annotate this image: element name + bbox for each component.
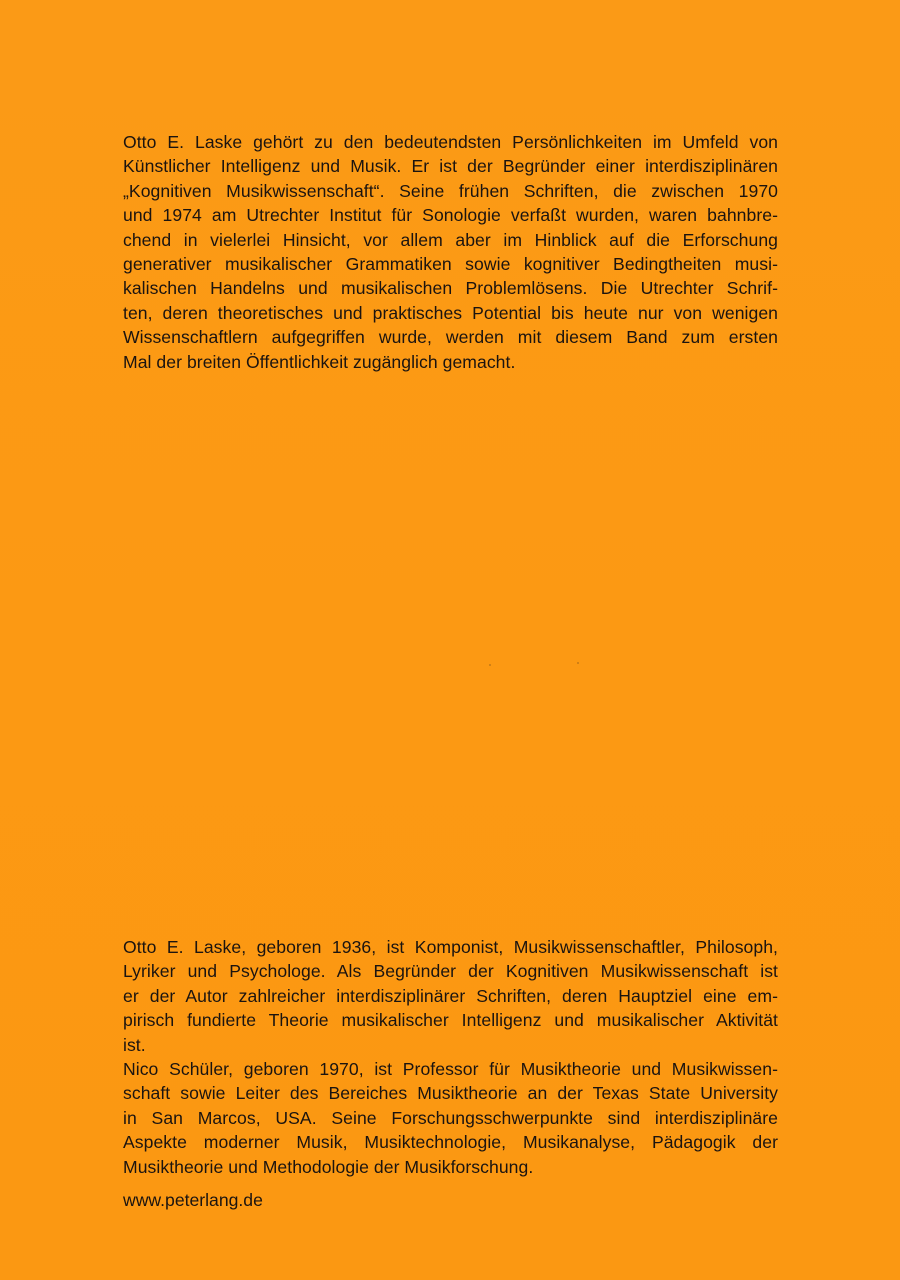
bio-line: Otto E. Laske, geboren 1936, ist Komponist, Musikwissenschaftler, Philosoph, — [123, 937, 778, 957]
author-bio-laske — [123, 935, 778, 1057]
print-speck — [577, 662, 579, 664]
bio-line: schaft sowie Leiter des Bereiches Musiktheorie an der Texas State University — [123, 1083, 778, 1104]
description-line: Otto E. Laske gehört zu den bedeutendsten Persönlichkeiten im Umfeld von — [123, 132, 778, 152]
bio-line: pirisch fundierte Theorie musikalischer Intelligenz und musikalischer Aktivität — [123, 1010, 778, 1031]
publisher-website[interactable]: www.peterlang.de — [123, 1190, 263, 1210]
bio-line: in San Marcos, USA. Seine Forschungsschwerpunkte sind interdisziplinäre — [123, 1107, 778, 1128]
description-line: Mal der breiten Öffentlichkeit zugänglich gemacht. — [123, 351, 516, 372]
bio-line: Lyriker und Psychologe. Als Begründer der Kognitiven Musikwissenschaft ist — [123, 961, 778, 982]
print-speck — [489, 664, 491, 666]
author-bio-schueler — [123, 1057, 778, 1179]
bio-line: Musiktheorie und Methodologie der Musikforschung. — [123, 1156, 534, 1177]
description-line: Wissenschaftlern aufgegriffen wurde, werden mit diesem Band zum ersten — [123, 327, 778, 348]
description-paragraph — [123, 130, 778, 374]
description-line: generativer musikalischer Grammatiken sowie kognitiver Bedingtheiten musi- — [123, 254, 778, 275]
description-line: und 1974 am Utrechter Institut für Sonologie verfaßt wurden, waren bahnbre- — [123, 205, 778, 226]
bio-line: er der Autor zahlreicher interdisziplinärer Schriften, deren Hauptziel eine em- — [123, 985, 778, 1006]
bio-line: Aspekte moderner Musik, Musiktechnologie, Musikanalyse, Pädagogik der — [123, 1132, 778, 1153]
description-line: chend in vielerlei Hinsicht, vor allem aber im Hinblick auf die Erforschung — [123, 229, 778, 250]
book-description — [123, 130, 778, 374]
bio-line: Nico Schüler, geboren 1970, ist Professor für Musiktheorie und Musikwissen- — [123, 1059, 778, 1080]
description-line: Künstlicher Intelligenz und Musik. Er ist der Begründer einer interdisziplinären — [123, 156, 778, 177]
author-bios — [123, 935, 778, 1179]
description-line: „Kognitiven Musikwissenschaft“. Seine frühen Schriften, die zwischen 1970 — [123, 180, 778, 201]
description-line: kalischen Handelns und musikalischen Problemlösens. Die Utrechter Schrif- — [123, 278, 778, 299]
bio-line: ist. — [123, 1034, 146, 1055]
description-line: ten, deren theoretisches und praktisches Potential bis heute nur von wenigen — [123, 302, 778, 323]
